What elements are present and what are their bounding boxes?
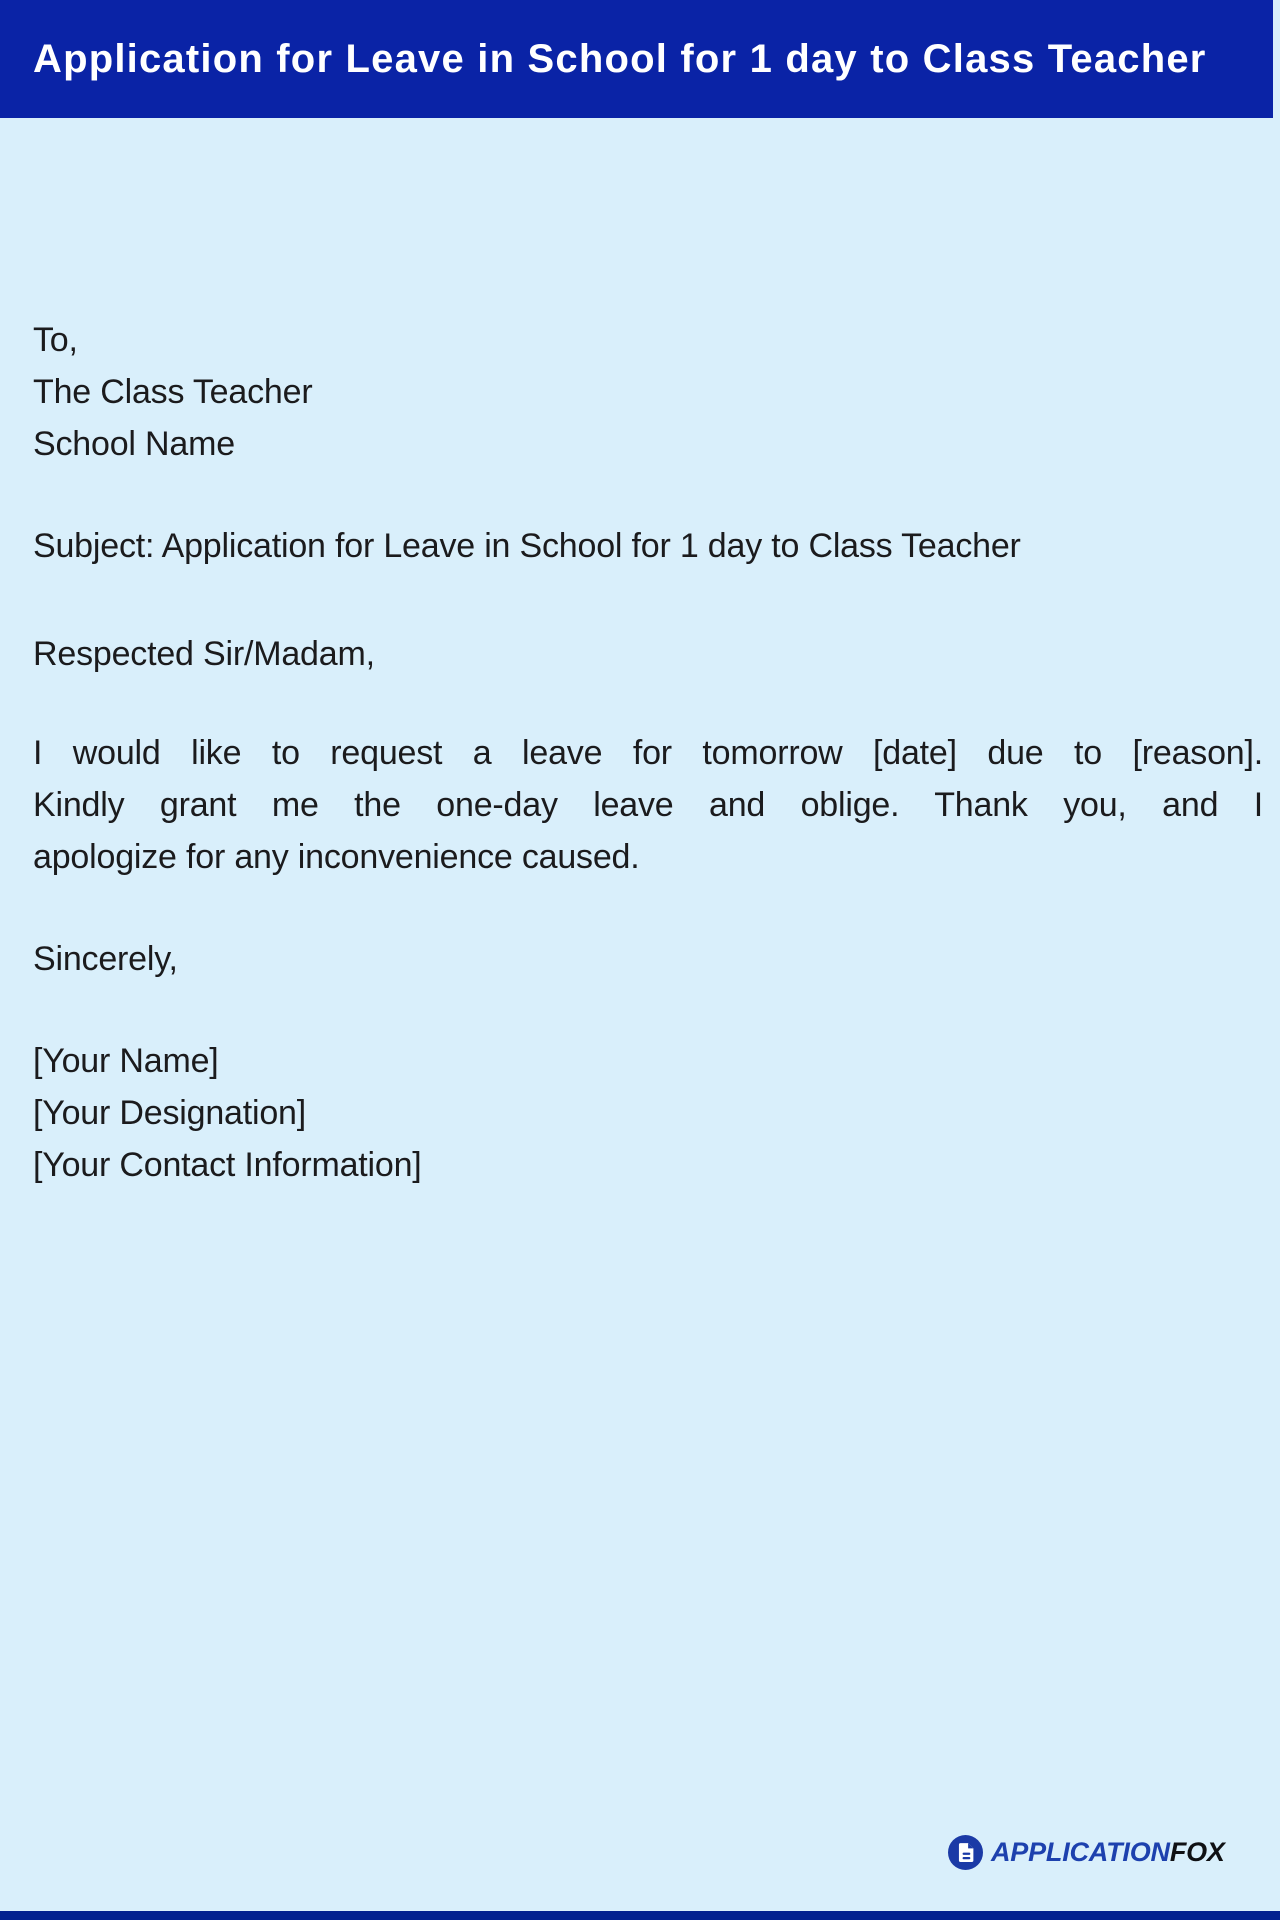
signature-line: [Your Designation] (33, 1094, 306, 1132)
closing-line: Sincerely, (33, 940, 178, 978)
salutation-line: Respected Sir/Madam, (33, 635, 375, 673)
body-paragraph (33, 727, 1263, 883)
applicationfox-logo (948, 1835, 1225, 1870)
document-icon (948, 1835, 983, 1870)
recipient-line: The Class Teacher (33, 373, 313, 411)
logo-text-secondary: FOX (1169, 1837, 1225, 1867)
logo-text-primary: APPLICATION (991, 1837, 1170, 1867)
footer-bar (0, 1911, 1280, 1920)
body-line: apologize for any inconvenience caused. (33, 838, 640, 876)
signature-line: [Your Contact Information] (33, 1146, 422, 1184)
subject-line: Subject: Application for Leave in School for 1 day to Class Teacher (33, 527, 1021, 565)
body-line: I would like to request a leave for tomorrow [date] due to [reason]. (33, 734, 1263, 772)
page-title: Application for Leave in School for 1 day to Class Teacher (33, 36, 1207, 81)
logo-wordmark (991, 1837, 1225, 1868)
recipient-block (33, 314, 312, 470)
recipient-line: School Name (33, 425, 235, 463)
signature-line: [Your Name] (33, 1042, 219, 1080)
body-line: Kindly grant me the one-day leave and oblige. Thank you, and I (33, 786, 1263, 824)
recipient-line: To, (33, 321, 78, 359)
signature-block (33, 1035, 422, 1191)
header-bar (0, 0, 1273, 118)
